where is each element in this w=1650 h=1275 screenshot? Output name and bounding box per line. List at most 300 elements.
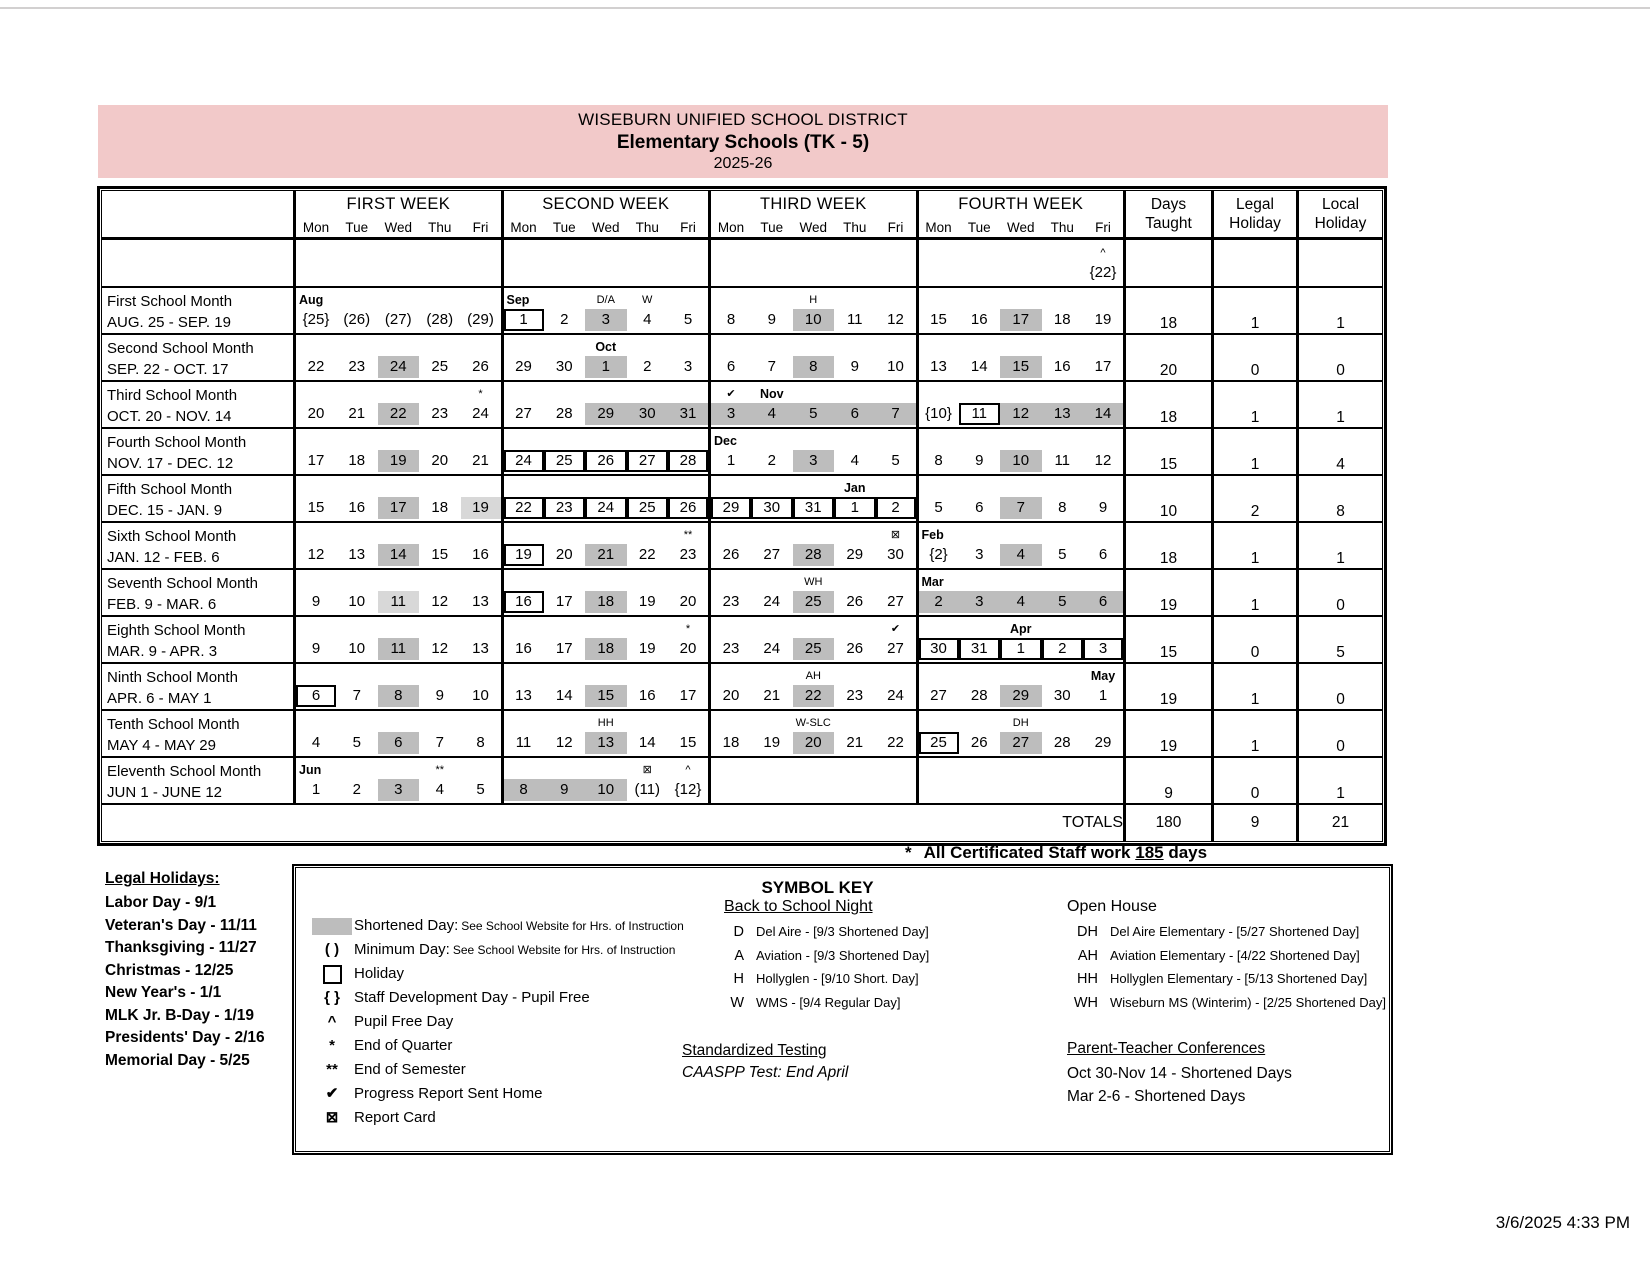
legend-label: Staff Development Day - Pupil Free [354, 989, 590, 1007]
day-number: 27 [887, 640, 904, 657]
day-number [711, 779, 751, 801]
day-cell [544, 287, 586, 334]
school-detail: Hollyglen Elementary - [5/13 Shortened Day] [1110, 971, 1368, 986]
day-marker [419, 433, 461, 450]
day-number: 1 [1000, 638, 1042, 660]
day-cell [419, 287, 461, 334]
day-cell [834, 710, 876, 757]
day-marker [544, 292, 586, 309]
day-marker [751, 527, 793, 544]
day-marker [585, 621, 627, 638]
day-cell [793, 522, 835, 569]
day-marker [668, 292, 708, 309]
legend-item [310, 938, 684, 962]
day-marker [1000, 527, 1042, 544]
day-number: 27 [515, 405, 532, 422]
day-cell [1042, 239, 1084, 288]
day-marker [504, 574, 544, 591]
day-marker [544, 668, 586, 685]
day-cell [793, 381, 835, 428]
day-cell [295, 757, 337, 804]
day-name-header: Thu [1050, 219, 1074, 235]
day-marker [378, 762, 420, 779]
month-label-cell [102, 522, 295, 569]
day-number: 6 [975, 499, 984, 516]
day-number: 29 [1000, 685, 1042, 707]
day-number: 13 [472, 593, 489, 610]
day-number: 17 [555, 593, 573, 610]
day-number: 15 [431, 546, 449, 563]
day-cell [627, 475, 669, 522]
day-number: 18 [431, 499, 449, 516]
school-detail: Aviation - [9/3 Shortened Day] [756, 947, 930, 963]
day-cell [917, 569, 959, 616]
day-marker [544, 527, 586, 544]
day-number [751, 779, 793, 801]
day-marker: ** [683, 529, 693, 541]
legend-symbol: ✔ [325, 1085, 339, 1102]
day-marker [876, 339, 916, 356]
day-number [1042, 262, 1084, 284]
day-number: 15 [679, 734, 697, 751]
day-number: 18 [722, 734, 740, 751]
day-number: 30 [887, 546, 904, 563]
day-number: 23 [431, 405, 449, 422]
day-cell [295, 569, 337, 616]
day-number: 25 [431, 358, 449, 375]
legend-item [310, 914, 684, 938]
day-marker [834, 292, 876, 309]
legend-label: Minimum Day: [354, 941, 450, 959]
day-number: 9 [435, 687, 444, 704]
day-number: 10 [472, 687, 489, 704]
legend-item [310, 962, 684, 986]
summary-column-header: Days Taught [1125, 191, 1213, 239]
day-cell [1083, 287, 1125, 334]
day-cell [959, 757, 1001, 804]
day-number: 26 [668, 497, 708, 519]
day-cell [378, 522, 420, 569]
day-cell [585, 757, 627, 804]
day-marker [419, 621, 461, 638]
day-name-header: Fri [1095, 219, 1111, 235]
day-marker [296, 574, 336, 591]
day-name-header: Wed [799, 219, 827, 235]
school-key-item [716, 920, 929, 944]
month-row [102, 428, 1383, 475]
day-number: {12} [674, 781, 702, 798]
day-marker [336, 339, 378, 356]
legend-label: Holiday [354, 965, 405, 983]
day-marker [751, 433, 793, 450]
day-marker [419, 574, 461, 591]
day-number [461, 262, 501, 284]
day-marker [1042, 715, 1084, 732]
day-marker [1083, 433, 1123, 450]
day-cell [461, 239, 503, 288]
day-number: 5 [793, 403, 835, 425]
day-number: 8 [1058, 499, 1067, 516]
day-number: 12 [431, 593, 449, 610]
day-cell [1000, 757, 1042, 804]
day-number: 24 [585, 497, 627, 519]
day-marker [834, 762, 876, 779]
legal-holiday-value: 1 [1213, 569, 1298, 616]
day-marker [419, 245, 461, 262]
corner-cell [102, 191, 295, 218]
month-dates: JUN 1 - JUNE 12 [107, 784, 223, 801]
day-marker: Sep [506, 293, 530, 307]
day-number: 6 [296, 685, 336, 707]
day-marker [296, 245, 336, 262]
legal-holiday-value: 0 [1213, 757, 1298, 804]
day-cell [336, 522, 378, 569]
day-number: (11) [634, 781, 661, 798]
day-cell [502, 334, 544, 381]
day-number: 30 [919, 638, 959, 660]
day-marker [504, 762, 544, 779]
day-cell [710, 616, 752, 663]
day-name-header: Tue [967, 219, 991, 235]
local-holiday-value: 0 [1298, 569, 1383, 616]
day-marker [959, 621, 1001, 638]
day-number: 19 [378, 450, 420, 472]
day-marker [296, 386, 336, 403]
day-cell [461, 428, 503, 475]
day-cell [1083, 569, 1125, 616]
day-marker [585, 668, 627, 685]
day-number: 20 [307, 405, 325, 422]
day-marker [876, 292, 916, 309]
day-marker [378, 574, 420, 591]
school-code: DH [1077, 924, 1098, 940]
day-cell [378, 428, 420, 475]
day-number: 12 [307, 546, 325, 563]
day-cell [1083, 475, 1125, 522]
month-row [102, 569, 1383, 616]
day-marker: WH [804, 576, 823, 588]
day-marker [711, 621, 751, 638]
day-marker [378, 668, 420, 685]
legal-holiday-item: New Year's - 1/1 [105, 984, 222, 1001]
local-holiday-value: 1 [1298, 757, 1383, 804]
day-marker [919, 480, 959, 497]
day-cell [751, 522, 793, 569]
day-marker [336, 621, 378, 638]
day-cell [793, 475, 835, 522]
day-number: 26 [970, 734, 988, 751]
summary-column-header: Legal Holiday [1213, 191, 1298, 239]
month-label-cell [102, 239, 295, 288]
day-number: 21 [846, 734, 864, 751]
day-cell [1083, 710, 1125, 757]
day-number: 4 [1000, 591, 1042, 613]
day-cell [544, 757, 586, 804]
day-marker [544, 480, 586, 497]
footnote-suffix: days [1168, 843, 1208, 862]
day-number: 31 [959, 638, 1001, 660]
legend-item [310, 986, 684, 1010]
day-number: 1 [726, 452, 736, 469]
day-cell [1042, 569, 1084, 616]
day-cell [585, 569, 627, 616]
day-number: 15 [585, 685, 627, 707]
local-holiday-value: 5 [1298, 616, 1383, 663]
day-cell [295, 663, 337, 710]
day-cell [876, 663, 918, 710]
day-number: 4 [643, 311, 652, 328]
days-taught-value: 18 [1125, 522, 1213, 569]
legal-holiday-value: 0 [1213, 616, 1298, 663]
day-marker [585, 433, 627, 450]
day-number [627, 262, 669, 284]
day-marker [1083, 292, 1123, 309]
day-marker [419, 668, 461, 685]
day-number: 4 [850, 452, 859, 469]
day-marker [378, 433, 420, 450]
day-marker [627, 386, 669, 403]
day-number [585, 262, 627, 284]
day-marker [585, 762, 627, 779]
day-cell [419, 475, 461, 522]
day-cell [502, 475, 544, 522]
day-cell [336, 616, 378, 663]
legal-holiday-value: 1 [1213, 287, 1298, 334]
day-cell [461, 616, 503, 663]
day-marker [627, 527, 669, 544]
day-number: 27 [627, 450, 669, 472]
day-number: 16 [348, 499, 366, 516]
day-marker: Mar [921, 575, 944, 589]
day-marker [544, 762, 586, 779]
school-detail: Del Aire - [9/3 Shortened Day] [756, 924, 929, 939]
day-cell [751, 428, 793, 475]
summary-column-header: Local Holiday [1298, 191, 1383, 239]
day-marker: D/A [596, 294, 615, 306]
day-cell [959, 663, 1001, 710]
day-marker [1042, 433, 1084, 450]
day-marker [461, 245, 501, 262]
day-marker [834, 621, 876, 638]
day-cell [585, 428, 627, 475]
day-cell [502, 710, 544, 757]
day-number [919, 779, 959, 801]
day-marker [1000, 762, 1042, 779]
day-marker [378, 245, 420, 262]
day-cell [627, 334, 669, 381]
day-number: 5 [683, 311, 693, 328]
day-number: 30 [627, 403, 669, 425]
day-marker [1042, 245, 1084, 262]
legal-holiday-value: 0 [1213, 334, 1298, 381]
day-number: 23 [348, 358, 366, 375]
month-label-cell [102, 428, 295, 475]
legend-label: Progress Report Sent Home [354, 1085, 543, 1103]
day-marker [668, 668, 708, 685]
day-number: 9 [975, 452, 984, 469]
day-number: 27 [763, 546, 781, 563]
day-cell [1083, 239, 1125, 288]
day-number: 7 [352, 687, 361, 704]
day-marker [627, 621, 669, 638]
day-cell [627, 428, 669, 475]
day-cell [378, 239, 420, 288]
day-marker [1083, 527, 1123, 544]
day-marker [378, 480, 420, 497]
day-cell [751, 569, 793, 616]
local-holiday-value: 0 [1298, 710, 1383, 757]
day-marker: W-SLC [795, 717, 831, 729]
day-number [668, 262, 708, 284]
day-number: 25 [793, 591, 835, 613]
day-number: 8 [793, 356, 835, 378]
day-number: 20 [722, 687, 740, 704]
day-number: 13 [585, 732, 627, 754]
day-cell [1042, 757, 1084, 804]
day-number: 22 [307, 358, 325, 375]
day-number: 18 [585, 591, 627, 613]
days-taught-value: 18 [1125, 381, 1213, 428]
day-cell [876, 381, 918, 428]
day-marker [959, 480, 1001, 497]
day-marker [834, 339, 876, 356]
day-number: 16 [970, 311, 988, 328]
day-marker [1042, 339, 1084, 356]
legend-symbol [310, 962, 354, 986]
day-cell [419, 428, 461, 475]
day-number: 1 [311, 781, 321, 798]
month-row [102, 663, 1383, 710]
day-number: 23 [544, 497, 586, 519]
day-marker [1042, 621, 1084, 638]
day-marker [544, 433, 586, 450]
day-number [336, 262, 378, 284]
school-detail: Hollyglen - [9/10 Short. Day] [756, 971, 919, 986]
day-number: 9 [767, 311, 776, 328]
day-number: 28 [555, 405, 573, 422]
day-marker: W [642, 294, 653, 306]
conference-period: Mar 2-6 - Shortened Days [1067, 1088, 1246, 1105]
day-cell [1042, 475, 1084, 522]
day-cell [751, 334, 793, 381]
day-marker [711, 668, 751, 685]
day-number: 25 [793, 638, 835, 660]
day-marker: Aug [299, 293, 324, 307]
day-number: 26 [472, 358, 489, 375]
day-marker [959, 574, 1001, 591]
day-number: 11 [378, 591, 420, 613]
month-label-cell [102, 710, 295, 757]
day-number: 7 [876, 403, 916, 425]
day-number: 1 [585, 356, 627, 378]
day-marker [378, 527, 420, 544]
day-cell [959, 287, 1001, 334]
day-cell [710, 334, 752, 381]
day-marker [959, 292, 1001, 309]
day-name-header: Tue [345, 219, 369, 235]
day-marker [919, 621, 959, 638]
legend-item [310, 1082, 684, 1106]
day-marker [876, 762, 916, 779]
day-cell [668, 522, 710, 569]
totals-local: 21 [1298, 804, 1383, 842]
day-number: 21 [472, 452, 489, 469]
day-number: 13 [1042, 403, 1084, 425]
day-cell [1042, 710, 1084, 757]
day-cell [793, 428, 835, 475]
conference-period: Oct 30-Nov 14 - Shortened Days [1067, 1065, 1292, 1082]
day-cell [544, 381, 586, 428]
school-code: H [733, 971, 744, 987]
day-cell [378, 287, 420, 334]
day-cell [834, 475, 876, 522]
month-dates: DEC. 15 - JAN. 9 [107, 502, 223, 519]
day-marker [1042, 762, 1084, 779]
day-number: 9 [544, 779, 586, 801]
day-marker: Jun [299, 763, 322, 777]
day-cell [751, 710, 793, 757]
day-number [876, 262, 916, 284]
day-number: 30 [751, 497, 793, 519]
month-row [102, 475, 1383, 522]
day-number: 22 [378, 403, 420, 425]
day-cell [544, 475, 586, 522]
day-cell [1000, 522, 1042, 569]
month-dates: APR. 6 - MAY 1 [107, 690, 212, 707]
day-number: 18 [348, 452, 366, 469]
legal-holiday-item: Memorial Day - 5/25 [105, 1051, 250, 1069]
day-cell [710, 428, 752, 475]
day-cell [834, 428, 876, 475]
day-cell [876, 334, 918, 381]
day-marker [504, 480, 544, 497]
day-cell [1000, 710, 1042, 757]
day-cell [668, 239, 710, 288]
day-number [1083, 779, 1123, 801]
day-marker [793, 433, 835, 450]
day-number: 3 [585, 309, 627, 331]
day-cell [959, 569, 1001, 616]
day-cell [1042, 381, 1084, 428]
day-cell [1042, 428, 1084, 475]
legend-symbol: { } [324, 989, 340, 1006]
day-cell [295, 475, 337, 522]
day-number: 29 [1094, 734, 1112, 751]
day-marker: Jan [843, 481, 866, 495]
symbol-key-inner [295, 867, 1390, 1152]
day-marker [336, 433, 378, 450]
day-cell [461, 710, 503, 757]
day-number: 26 [846, 593, 864, 610]
day-number: 20 [679, 640, 697, 657]
day-number: 6 [1098, 546, 1108, 563]
legal-holiday-item: MLK Jr. B-Day - 1/19 [105, 1006, 255, 1024]
days-taught-value: 19 [1125, 569, 1213, 616]
day-cell [751, 757, 793, 804]
asterisk: * [905, 843, 912, 862]
month-dates: NOV. 17 - DEC. 12 [107, 455, 234, 472]
day-cell [793, 334, 835, 381]
month-label-cell [102, 757, 295, 804]
school-key-item [1056, 967, 1386, 991]
school-key-item [1056, 991, 1386, 1015]
day-number: 27 [887, 593, 904, 610]
day-name-header: Fri [472, 219, 489, 235]
day-marker [959, 668, 1001, 685]
days-taught-value: 10 [1125, 475, 1213, 522]
legal-holidays-title: Legal Holidays: [105, 870, 220, 887]
day-cell [627, 616, 669, 663]
